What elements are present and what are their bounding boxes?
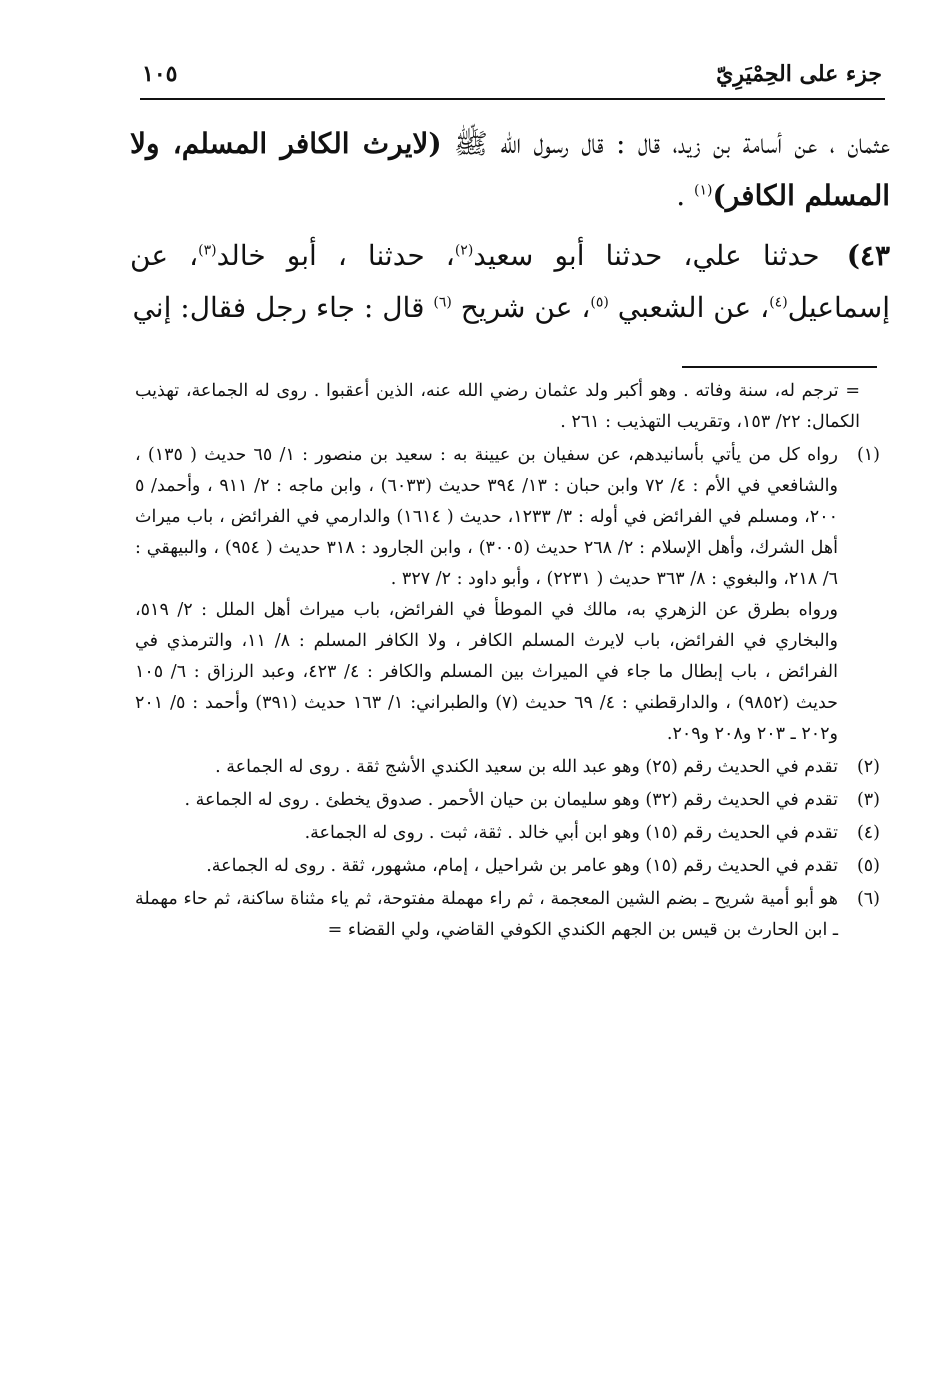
footnotes: [135, 376, 880, 948]
footnote-item: [135, 851, 880, 882]
footnote-item: [135, 785, 880, 816]
footnote-item: [135, 818, 880, 849]
footnote-number: (٤): [856, 823, 880, 843]
footnote-item: [135, 440, 880, 750]
footnote-ref: (٢): [454, 242, 474, 259]
footnote-item: [135, 752, 880, 783]
footnote-item: [135, 884, 880, 946]
footnote-number: (٥): [856, 856, 880, 876]
header-rule: [140, 98, 885, 100]
footnote-ref: (٦): [433, 294, 452, 311]
footnote-number: (٦): [856, 889, 880, 909]
main-text: [130, 118, 890, 334]
footnote-number: (٢): [856, 757, 880, 777]
footnote-text: رواه كل من يأتي بأسانيدهم، عن سفيان بن عيينة به : سعيد بن منصور : ١/ ٦٥ حديث ( ١٣٥) ، والشافعي في الأم : ٤/ ٧٢ وابن حبان : ١٣/ ٣٩٤ حديث (٦٠٣٣) ، وابن ماجه : ٢/ ٩١١ ، وأحمد/ ٥ ٢٠٠، ومسلم في الفرائض في أوله : ٣/ ١٢٣٣، حديث ( ١٦١٤) والدارمي في الفرائض ، باب ميراث أهل الشرك، وأهل الإسلام : ٢/ ٢٦٨ حديث (٣٠٠٥) ، وابن الجارود : ٣١٨ حديث ( ٩٥٤) ، والبيهقي : ٦/ ٢١٨، والبغوي : ٨/ ٣٦٣ حديث ( ٢٢٣١) ، وأبو داود : ٢/ ٣٢٧ .: [135, 445, 839, 589]
hadith-matn: (لايرث الكافر المسلم، ولا المسلم الكافر): [130, 127, 890, 212]
isnad-part: ، عن إسماعيل: [130, 239, 890, 324]
footnote-continuation: = ترجم له، سنة وفاته . وهو أكبر ولد عثمان رضي الله عنه، الذين أعقبوا . روى له الجماعة، تهذيب الكمال: ٢٢/ ١٥٣، وتقريب التهذيب : ٢٦١ .: [135, 381, 860, 432]
footnote-number: (١): [856, 445, 880, 465]
footnote-text: ورواه بطرق عن الزهري به، مالك في الموطأ في الفرائض، باب ميراث أهل الملل : ٢/ ٥١٩، والبخاري في الفرائض، باب لايرث المسلم الكافر ، ولا الكافر المسلم : ٨/ ١١، والترمذي في الفرائض ، باب إبطال ما جاء في الميراث بين المسلم والكافر : ٤/ ٤٢٣، وعبد الرزاق : ٦/ ١٠٥ حديث (٩٨٥٢) ، والدارقطني : ٤/ ٦٩ حديث (٧) والطبراني: ١/ ١٦٣ حديث (٣٩١) وأحمد : ٥/ ٢٠١ و٢٠٢ ـ ٢٠٣ و٢٠٨ و٢٠٩.: [135, 600, 838, 744]
hadith-43: [130, 230, 890, 334]
isnad-part: ، عن شريح: [451, 291, 591, 324]
hadith-42-ending: [130, 118, 890, 222]
footnote-ref: (١): [694, 182, 713, 199]
page-number: ١٠٥: [142, 61, 178, 87]
footnote-ref: (٣): [198, 242, 217, 259]
period: .: [676, 179, 695, 212]
footnote-text: تقدم في الحديث رقم (١٥) وهو ابن أبي خالد . ثقة، ثبت . روى له الجماعة.: [304, 823, 838, 843]
hadith-number: ٤٣): [846, 239, 891, 272]
footnote-ref: (٥): [590, 294, 609, 311]
isnad-part: قال : جاء رجل فقال: إني: [132, 291, 434, 324]
isnad-part: ، حدثنا ، أبو خالد: [216, 239, 455, 272]
isnad-part: ، عن الشعبي: [608, 291, 770, 324]
footnote-text: تقدم في الحديث رقم (٣٢) وهو سليمان بن حيان الأحمر . صدوق يخطئ . روى له الجماعة .: [184, 790, 838, 810]
running-title: جزء على الحِمْيَرِيّ: [716, 61, 882, 87]
footnote-text: تقدم في الحديث رقم (٢٥) وهو عبد الله بن سعيد الكندي الأشج ثقة . روى له الجماعة .: [215, 757, 838, 777]
footnote-separator: [682, 366, 877, 368]
footnote-ref: (٤): [769, 294, 788, 311]
isnad-part: حدثنا علي، حدثنا أبو سعيد: [473, 239, 820, 272]
footnote-number: (٣): [856, 790, 880, 810]
footnote-text: هو أبو أمية شريح ـ بضم الشين المعجمة ، ثم راء مهملة مفتوحة، ثم ياء مثناة ساكنة، ثم حاء مهملة ـ ابن الحارث بن قيس بن الجهم الكندي الكوفي القاضي، ولي القضاء =: [135, 889, 838, 940]
footnote-text: تقدم في الحديث رقم (١٥) وهو عامر بن شراحيل ، إمام، مشهور، ثقة . روى له الجماعة.: [206, 856, 838, 876]
narration-text: عثمان ، عن أسامة بن زيد، قال : قال رسول الله ﷺ: [441, 127, 890, 160]
page-header: [142, 55, 882, 93]
